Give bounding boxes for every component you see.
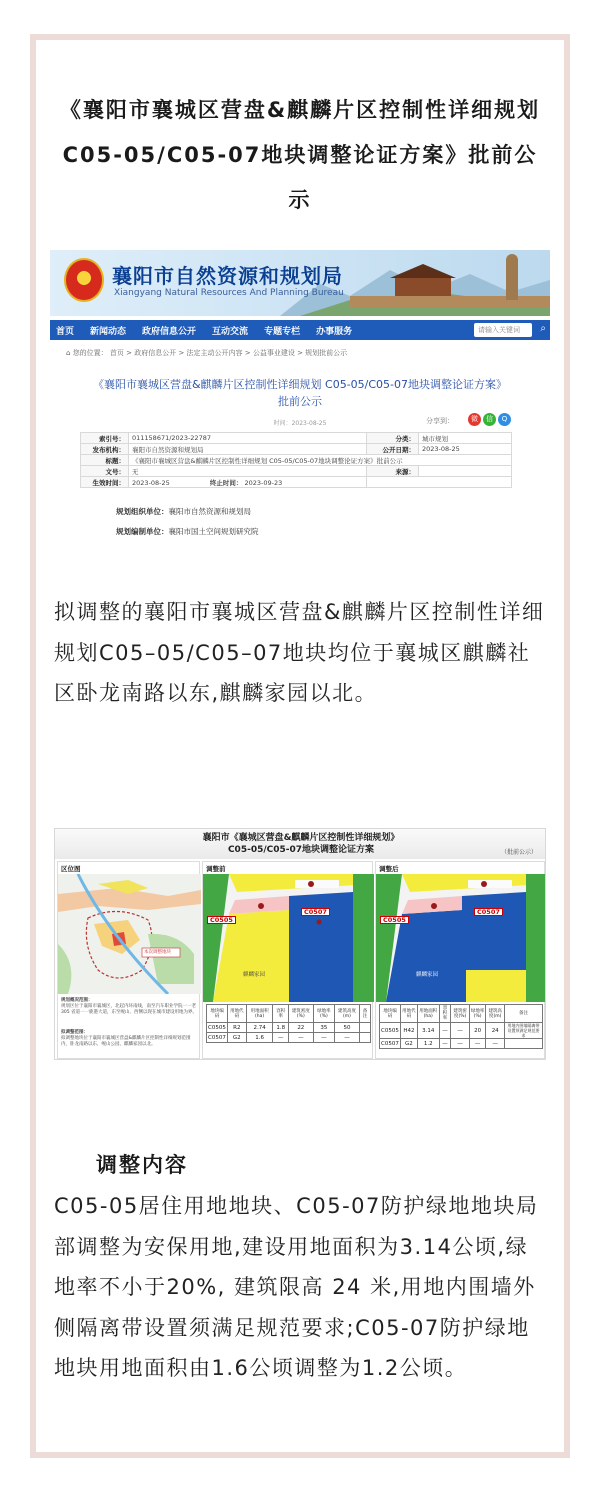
before-map	[203, 874, 374, 1002]
search-icon[interactable]: ⌕	[540, 323, 546, 334]
table-row: C0505 H42 3.14 — — 20 24 用地内围墙隔离带设置须满足规范要求	[380, 1023, 543, 1039]
before-table	[206, 1004, 371, 1043]
after-table	[379, 1004, 543, 1049]
nav-services[interactable]: 办事服务	[316, 326, 353, 337]
article-headline: 《襄阳市襄城区营盘&麒麟片区控制性详细规划 C05-05/C05-07地块调整论证方案》批前公示	[59, 98, 541, 212]
after-panel: 调整后 C0505 C0507 麒麟家园 地块编码 用地代码 用地面积(ha) 容积率 建筑密度(%) 绿地率(%) 建筑高度(m) 备注 C0505 H42 3.14 — — 20 24 用地内围墙隔离带设置须满足规范要求 C0507 G2 1.2 — — — —	[375, 861, 545, 1059]
bureau-name-en: Xiangyang Natural Resources And Planning Bureau	[114, 288, 344, 298]
after-map	[376, 874, 546, 1002]
nav-home[interactable]: 首页	[56, 326, 75, 337]
board-stamp: （批前公示）	[500, 849, 537, 856]
search-input[interactable]: 请输入关键词	[474, 323, 532, 337]
bureau-name: 襄阳市自然资源和规划局	[112, 264, 343, 288]
estate-label: 麒麟家园	[243, 972, 266, 978]
location-pin-icon: ⌂	[66, 349, 71, 357]
metadata-table: 索引号： 011158671/2023-22787 分类： 城市规划 发布机构： 襄阳市自然资源和规划局 公开日期： 2023-08-25 标题： 《襄阳市襄城区营盘&麒麟片区控制性详细规划 C05-05/C05-07地块调整论证方案》批前公示 文号： 无 来源： 生效时间： 2023-08-25 终止时间： 2023-09-23	[80, 432, 512, 488]
site-nav	[50, 320, 550, 340]
compiler: 规划编制单位：襄阳市国土空间规划研究院	[116, 527, 259, 536]
nav-topics[interactable]: 专题专栏	[264, 326, 301, 337]
table-row: C0507 G2 1.2 — — — —	[380, 1039, 543, 1049]
nav-disclosure[interactable]: 政府信息公开	[142, 326, 197, 337]
plot-label-c0505: C0505	[207, 916, 236, 924]
plot-label-c0505: C0505	[380, 916, 409, 924]
estate-label: 麒麟家园	[416, 972, 439, 978]
board-title: 襄阳市《襄城区营盘&麒麟片区控制性详细规划》 C05-05/C05-07地块调整论证方案	[55, 829, 546, 859]
wechat-share-icon[interactable]: 信	[483, 413, 496, 426]
plot-label-c0507: C0507	[301, 908, 330, 916]
article-title: 《襄阳市襄城区营盘&麒麟片区控制性详细规划 C05-05/C05-07地块调整论证方案》 批前公示	[92, 378, 508, 408]
share-label: 分享到：	[426, 417, 454, 425]
publish-date: 时间：2023-08-25	[273, 420, 327, 427]
table-row: C0507 G2 1.6 — — — —	[207, 1033, 371, 1043]
adjustment-paragraph: C05-05居住用地地块、C05-07防护绿地地块局部调整为安保用地,建设用地面积为3.14公顷,绿地率不小于20%, 建筑限高 24 米,用地内围墙外侧隔离带设置须满足规范要求;C05-07防护绿地地块用地面积由1.6公顷调整为1.2公顷。	[54, 1194, 539, 1380]
qzone-share-icon[interactable]: Q	[498, 413, 511, 426]
location-panel: 区位图 本次调整地块 规划概况范围： 规划区位于襄阳市襄城区，北起内环南线，南至汽车职业学院一一老 305 省道一一鹿港大道，东至岘山、西侧以现在城市建设用地为界。 拟调整范围： 拟调整地块位于襄阳市襄城区营盘&麒麟片区控制性详细规划范围内，卧龙南路以东，岘山公园、麒麟家园以北。	[57, 861, 200, 1059]
table-header-row: 地块编码 用地代码 用地面积(ha) 容积率 建筑密度(%) 绿地率(%) 建筑高度(m) 备注	[207, 1005, 371, 1023]
organizer: 规划组织单位：襄阳市自然资源和规划局	[116, 507, 251, 516]
national-emblem-icon	[64, 258, 104, 302]
location-paragraph: 拟调整的襄阳市襄城区营盘&麒麟片区控制性详细规划C05–05/C05–07地块均位于襄城区麒麟社区卧龙南路以东,麒麟家园以北。	[54, 600, 545, 705]
planning-board	[54, 828, 546, 1060]
location-map	[58, 874, 201, 994]
table-row: C0505 R2 2.74 1.8 22 35 50	[207, 1023, 371, 1033]
breadcrumb: ⌂ 您的位置： 首页 > 政府信息公开 > 法定主动公开内容 > 公益事业建设 > 规划批前公示	[66, 349, 348, 357]
nav-interaction[interactable]: 互动交流	[212, 326, 249, 337]
plot-label-c0507: C0507	[474, 908, 503, 916]
site-banner	[50, 250, 550, 316]
adjust-site-tag: 本次调整地块	[144, 950, 171, 955]
website-screenshot	[50, 250, 550, 548]
nav-news[interactable]: 新闻动态	[90, 326, 127, 337]
table-header-row: 地块编码 用地代码 用地面积(ha) 容积率 建筑密度(%) 绿地率(%) 建筑高度(m) 备注	[380, 1005, 543, 1023]
before-panel: 调整前 C0505 C0507 麒麟家园 地块编码 用地代码 用地面积(ha) 容积率 建筑密度(%) 绿地率(%) 建筑高度(m) 备注 C0505 R2 2.74 1.8 22 35 50 C0507 G2 1.6 — — — —	[202, 861, 373, 1059]
section-title: 调整内容	[96, 1153, 188, 1177]
weibo-share-icon[interactable]: 微	[468, 413, 481, 426]
